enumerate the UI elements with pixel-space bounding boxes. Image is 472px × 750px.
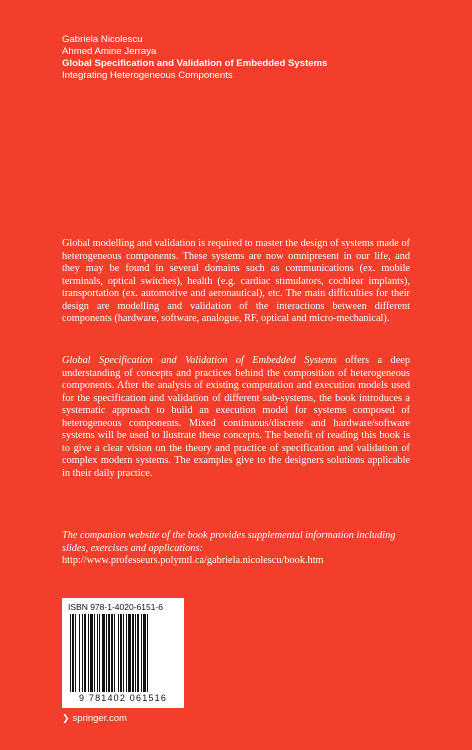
book-title-inline: Global Specification and Validation of Embedded Systems [62, 355, 337, 366]
barcode-bar [94, 614, 95, 692]
companion-url[interactable]: http://www.professeurs.polymtl.ca/gabriela.nicolescu/book.htm [62, 555, 324, 566]
barcode-bar [84, 614, 86, 692]
barcode-bar [82, 614, 83, 692]
description-paragraph-1: Global modelling and validation is required to master the design of systems made of heterogeneous components. These systems are now omnipresent in our life, and they may be found in several domains such as communications (ex. mobile terminals, optical switches), health (e.g. cardiac stimulators, cochlear implants), transportation (ex. automotive and aeronautical), etc. The main difficulties for their design are modelling and validation of the interactions between different components (hardware, software, analogue, RF, optical and micro-mechanical). [62, 238, 410, 324]
cover-header [62, 34, 327, 82]
barcode-bar [132, 614, 134, 692]
barcode-bar [141, 614, 142, 692]
companion-website-note [62, 530, 410, 568]
barcode-number: 9 781402 061516 [78, 693, 168, 703]
barcode-bar [143, 614, 146, 692]
description-paragraph-2 [62, 355, 410, 480]
paragraph-text: offers a deep understanding of concepts and practices behind the composition of heterogeneous components. After the analysis of existing computation and execution models used for the specification and validation of different sub-systems, the book introduces a systematic approach to build an execution model for systems composed of heterogeneous components. Mixed continuous/discrete and hardware/software systems will be used to llustrate these concepts. The benefit of reading this book is to give a clear vision on the theory and practice of specification and validation of complex modern systems. The examples give to the designers solutions applicable in their daily practice. [62, 355, 410, 479]
barcode-bar [137, 614, 139, 692]
isbn-label: ISBN 978-1-4020-6151-6 [68, 602, 163, 612]
barcode-bar [90, 614, 93, 692]
chevron-right-icon: ❯ [62, 713, 70, 723]
barcode-bar [72, 614, 74, 692]
barcode-bar [88, 614, 89, 692]
barcode-bar [106, 614, 107, 692]
author-name: Gabriela Nicolescu [62, 34, 143, 45]
barcode-bar [123, 614, 124, 692]
publisher-name: springer.com [72, 713, 127, 724]
barcode-bar [111, 614, 113, 692]
barcode-bar [120, 614, 122, 692]
barcode-bar [135, 614, 136, 692]
publisher-link[interactable] [62, 713, 127, 724]
book-title: Global Specification and Validation of Embedded Systems [62, 58, 328, 69]
barcode-bar [99, 614, 100, 692]
author-name: Ahmed Amine Jerraya [62, 46, 157, 57]
barcode-bar [97, 614, 98, 692]
companion-note-text: The companion website of the book provides supplemental information including slides, exercises and applications: [62, 530, 396, 554]
book-subtitle: Integrating Heterogeneous Components [62, 70, 233, 81]
barcode-bar [128, 614, 131, 692]
barcode-bar [70, 614, 71, 692]
barcode-bar [102, 614, 105, 692]
barcode-bar [118, 614, 119, 692]
barcode-bar [114, 614, 115, 692]
barcode-bar [79, 614, 80, 692]
barcode-bar [126, 614, 127, 692]
barcode-bar [75, 614, 76, 692]
isbn-barcode-box [62, 598, 184, 708]
barcode-bar [147, 614, 148, 692]
barcode-graphic [68, 614, 178, 694]
barcode-bar [108, 614, 110, 692]
